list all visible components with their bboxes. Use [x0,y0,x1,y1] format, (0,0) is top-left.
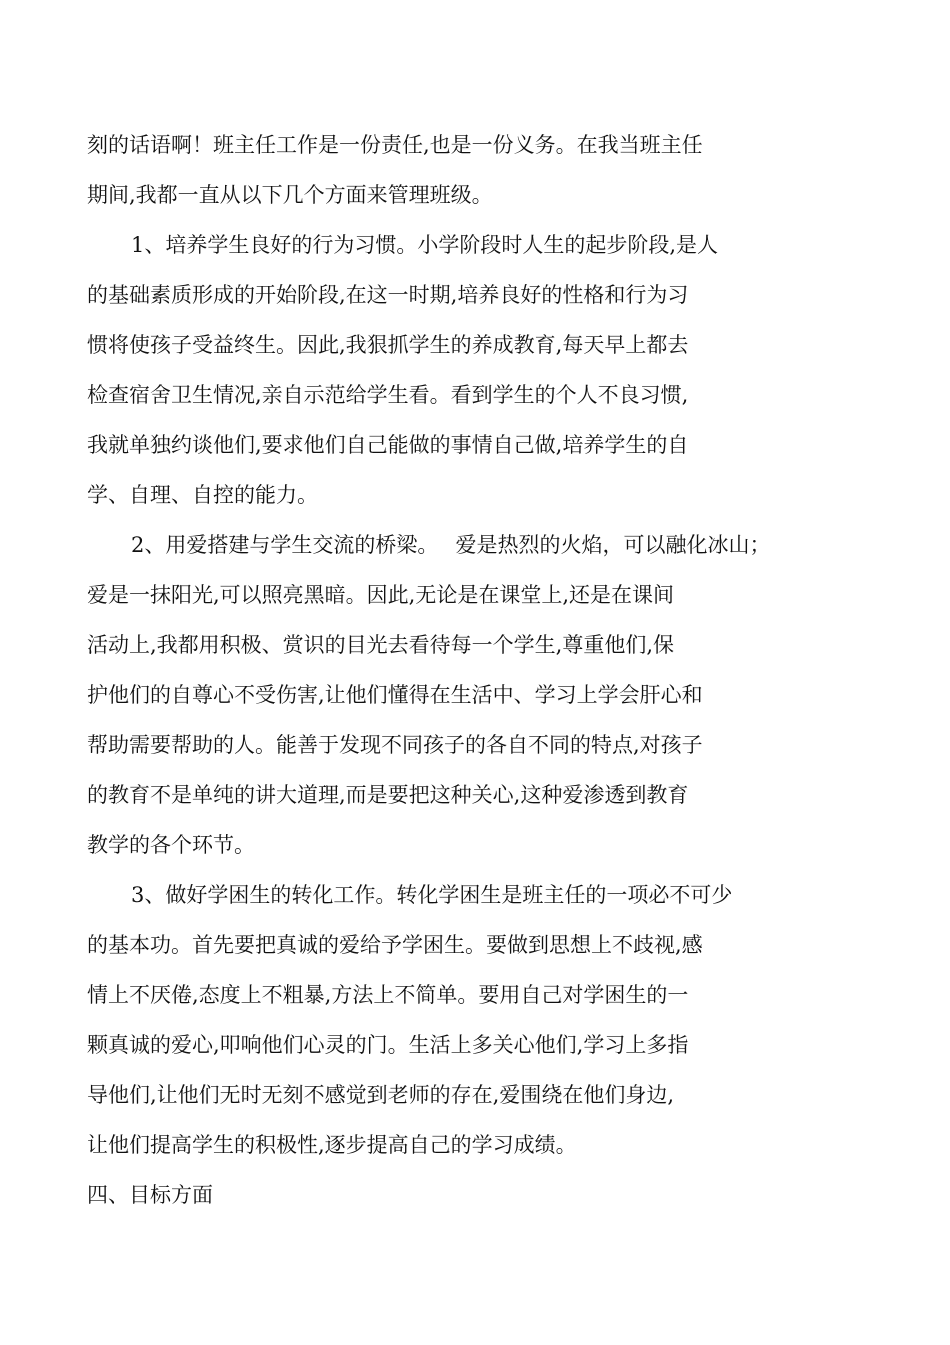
text-line: 的基础素质形成的开始阶段,在这一时期,培养良好的性格和行为习 [87,283,689,307]
section-heading: 四、目标方面 [87,1183,213,1207]
text-line: 我就单独约谈他们,要求他们自己能做的事情自己做,培养学生的自 [87,433,689,457]
text-line: 刻的话语啊！班主任工作是一份责任,也是一份义务。在我当班主任 [87,133,703,157]
text-line: 让他们提高学生的积极性,逐步提高自己的学习成绩。 [87,1133,577,1157]
text-line: 检查宿舍卫生情况,亲自示范给学生看。看到学生的个人不良习惯, [87,383,689,407]
text-line: 学、自理、自控的能力。 [87,483,318,507]
text-line: 护他们的自尊心不受伤害,让他们懂得在生活中、学习上学会肝心和 [87,683,703,707]
text-line: 的教育不是单纯的讲大道理,而是要把这种关心,这种爱渗透到教育 [87,783,689,807]
text-line: 帮助需要帮助的人。能善于发现不同孩子的各自不同的特点,对孩子 [87,733,703,757]
paragraph-1-start: 1、培养学生良好的行为习惯。小学阶段时人生的起步阶段,是人 [131,233,719,257]
text-line: 期间,我都一直从以下几个方面来管理班级。 [87,183,493,207]
text-line: 惯将使孩子受益终生。因此,我狠抓学生的养成教育,每天早上都去 [87,333,689,357]
paragraph-3-start: 3、做好学困生的转化工作。转化学困生是班主任的一项必不可少 [131,883,733,907]
text-line: 颗真诚的爱心,叩响他们心灵的门。生活上多关心他们,学习上多指 [87,1033,689,1057]
text-line: 情上不厌倦,态度上不粗暴,方法上不简单。要用自己对学困生的一 [87,983,689,1007]
text-line: 导他们,让他们无时无刻不感觉到老师的存在,爱围绕在他们身边, [87,1083,675,1107]
text-line: 的基本功。首先要把真诚的爱给予学困生。要做到思想上不歧视,感 [87,933,703,957]
text-line: 教学的各个环节。 [87,833,255,857]
text-line: 爱是一抹阳光,可以照亮黑暗。因此,无论是在课堂上,还是在课间 [87,583,675,607]
paragraph-2-start: 2、用爱搭建与学生交流的桥梁。 爱是热烈的火焰，可以融化冰山； [131,533,771,557]
text-line: 活动上,我都用积极、赏识的目光去看待每一个学生,尊重他们,保 [87,633,675,657]
